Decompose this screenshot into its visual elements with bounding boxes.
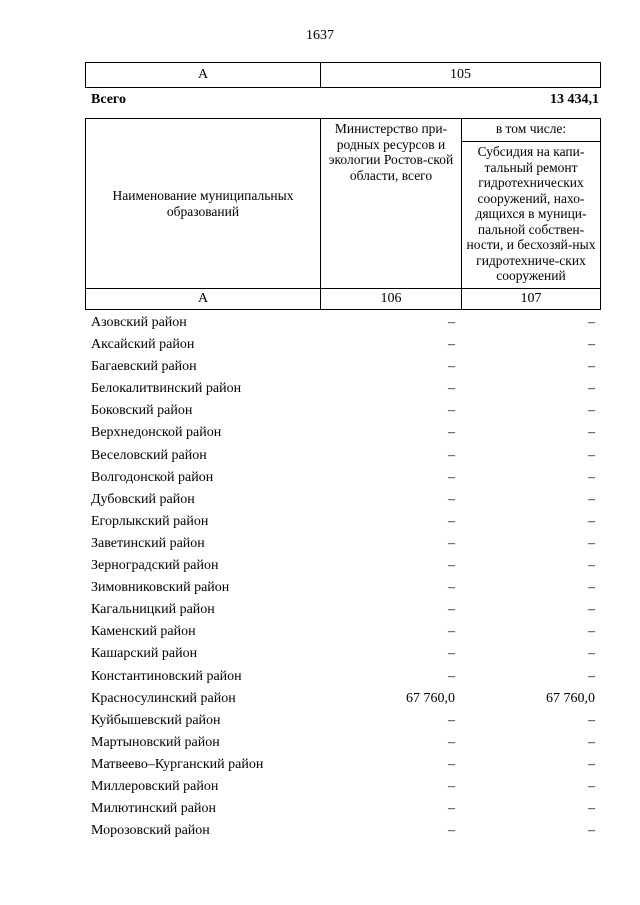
value-106: – — [448, 646, 455, 662]
value-106: – — [448, 668, 455, 684]
value-106: – — [448, 513, 455, 529]
total-row — [85, 92, 601, 110]
value-106: – — [448, 624, 455, 640]
district-name: Волгодонской район — [91, 469, 214, 485]
subsidy-column-header: Субсидия на капи-тальный ремонт гидротехнических сооружений, нахо-дящихся в муници-пальной собствен-ности, и бесхозяй-ных гидротехниче-ских сооружений — [462, 142, 601, 289]
district-name: Зерноградский район — [91, 558, 219, 574]
letter-107-cell: 107 — [462, 289, 601, 310]
value-106: – — [448, 359, 455, 375]
district-name: Боковский район — [91, 403, 193, 419]
value-107: – — [588, 602, 595, 618]
table-row — [85, 313, 601, 335]
value-106: – — [448, 491, 455, 507]
table-row — [85, 401, 601, 423]
value-107: – — [588, 646, 595, 662]
value-106: – — [448, 580, 455, 596]
table-row — [85, 490, 601, 512]
value-106: – — [448, 602, 455, 618]
value-106: – — [448, 381, 455, 397]
table-row — [85, 622, 601, 644]
page-number: 1637 — [306, 28, 334, 43]
table-row — [85, 512, 601, 534]
table-row — [85, 689, 601, 711]
total-label: Всего — [91, 92, 126, 107]
total-value: 13 434,1 — [550, 92, 599, 107]
value-107: – — [588, 447, 595, 463]
value-106: – — [448, 712, 455, 728]
value-106: – — [448, 756, 455, 772]
district-name: Мартыновский район — [91, 734, 220, 750]
value-106: – — [448, 447, 455, 463]
value-107: – — [588, 558, 595, 574]
district-name: Заветинский район — [91, 535, 205, 551]
district-name: Верхнедонской район — [91, 425, 222, 441]
value-106: – — [448, 734, 455, 750]
table-row — [85, 578, 601, 600]
value-106: – — [448, 558, 455, 574]
district-name: Аксайский район — [91, 337, 195, 353]
table-row — [85, 799, 601, 821]
value-107: – — [588, 337, 595, 353]
letter-106-cell: 106 — [321, 289, 462, 310]
district-name: Егорлыкский район — [91, 513, 209, 529]
district-name: Азовский район — [91, 315, 187, 330]
table-row — [85, 777, 601, 799]
district-name: Каменский район — [91, 624, 196, 640]
district-name: Кагальницкий район — [91, 602, 215, 618]
value-107: – — [588, 580, 595, 596]
value-107: – — [588, 823, 595, 839]
value-107: – — [588, 712, 595, 728]
table-row — [85, 468, 601, 490]
value-106: – — [448, 315, 455, 330]
value-107: – — [588, 801, 595, 817]
district-name: Белокалитвинский район — [91, 381, 242, 397]
table-row — [85, 733, 601, 755]
value-107: – — [588, 535, 595, 551]
district-name: Морозовский район — [91, 823, 210, 839]
district-name: Зимовниковский район — [91, 580, 230, 596]
name-column-header: Наименование муниципальных образований — [86, 119, 321, 289]
value-107: – — [588, 756, 595, 772]
table-row — [85, 335, 601, 357]
value-107: – — [588, 624, 595, 640]
table-row — [85, 755, 601, 777]
col-105-cell: 105 — [321, 63, 601, 88]
letter-a-cell: А — [86, 289, 321, 310]
table-row — [85, 644, 601, 666]
table-row — [85, 446, 601, 468]
value-107: – — [588, 668, 595, 684]
value-107: 67 760,0 — [546, 690, 595, 706]
table-row — [85, 556, 601, 578]
district-name: Дубовский район — [91, 491, 195, 507]
table-row — [85, 667, 601, 689]
value-107: – — [588, 469, 595, 485]
value-106: – — [448, 469, 455, 485]
value-107: – — [588, 381, 595, 397]
value-107: – — [588, 778, 595, 794]
value-106: – — [448, 778, 455, 794]
value-107: – — [588, 513, 595, 529]
district-name: Красносулинский район — [91, 690, 236, 706]
value-106: – — [448, 403, 455, 419]
continuation-table — [85, 62, 601, 88]
including-header: в том числе: — [462, 119, 601, 142]
col-a-cell: А — [86, 63, 321, 88]
table-row — [85, 821, 601, 843]
value-107: – — [588, 425, 595, 441]
district-name: Багаевский район — [91, 359, 197, 375]
table-row — [85, 357, 601, 379]
value-106: – — [448, 425, 455, 441]
district-name: Кашарский район — [91, 646, 198, 662]
table-row — [85, 711, 601, 733]
district-rows — [85, 313, 601, 843]
value-106: – — [448, 801, 455, 817]
ministry-column-header: Министерство при-родных ресурсов и экологии Ростов-ской области, всего — [321, 119, 462, 289]
value-106: – — [448, 823, 455, 839]
district-name: Милютинский район — [91, 801, 217, 817]
value-106: 67 760,0 — [406, 690, 455, 706]
district-name: Веселовский район — [91, 447, 207, 463]
header-table — [85, 118, 601, 310]
table-row — [85, 423, 601, 445]
district-name: Матвеево–Курганский район — [91, 756, 264, 772]
value-106: – — [448, 535, 455, 551]
value-106: – — [448, 337, 455, 353]
value-107: – — [588, 734, 595, 750]
district-name: Константиновский район — [91, 668, 242, 684]
table-row — [85, 600, 601, 622]
value-107: – — [588, 315, 595, 330]
value-107: – — [588, 359, 595, 375]
district-name: Миллеровский район — [91, 778, 219, 794]
table-row — [85, 379, 601, 401]
district-name: Куйбышевский район — [91, 712, 221, 728]
table-row — [85, 534, 601, 556]
value-107: – — [588, 491, 595, 507]
value-107: – — [588, 403, 595, 419]
